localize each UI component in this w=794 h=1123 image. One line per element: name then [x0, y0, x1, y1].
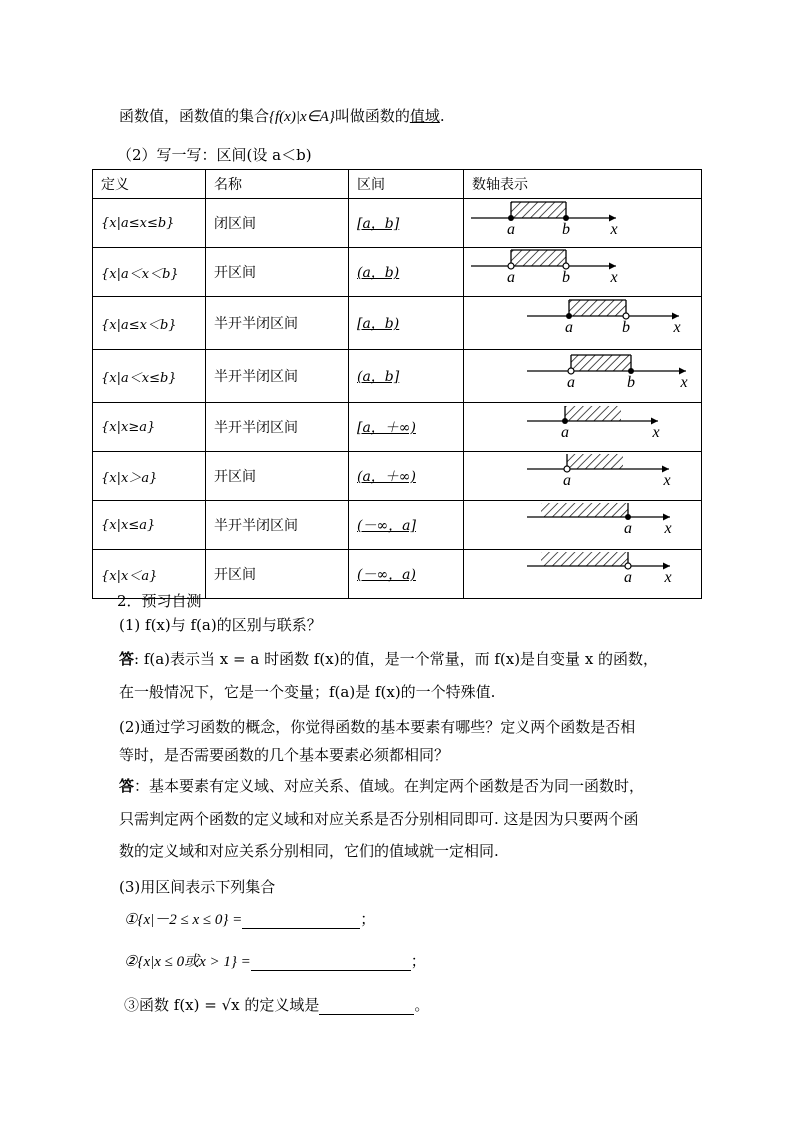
- preview-title: 2．预习自测: [117, 592, 202, 610]
- hatched-region: [511, 202, 566, 218]
- hatched-region: [567, 454, 623, 469]
- name-cell: 半开半闭区间: [206, 350, 349, 403]
- interval-cell: (a，b): [349, 248, 464, 297]
- exercise-item-1-end: ；: [360, 910, 376, 928]
- answer-blank-3[interactable]: [319, 996, 414, 1015]
- exercise-item-2-text: ②{x|x ≤ 0或x > 1} =: [124, 954, 251, 970]
- label-b: b: [562, 221, 570, 238]
- number-line: [464, 248, 701, 296]
- label-a: a: [567, 374, 575, 391]
- label-b: b: [622, 319, 630, 336]
- interval-table: [92, 169, 702, 599]
- name-cell: 半开半闭区间: [206, 297, 349, 350]
- answer-1-line-1: [119, 648, 658, 669]
- question-1: (1) f(x)与 f(a)的区别与联系？: [119, 616, 322, 634]
- interval-cell: [a，b]: [349, 199, 464, 248]
- number-line: [464, 552, 701, 596]
- answer-label: 答: [119, 777, 135, 795]
- table-row: [93, 501, 702, 550]
- definition-cell: {x|x≤a}: [93, 501, 206, 550]
- name-cell: 开区间: [206, 452, 349, 501]
- table-row: [93, 297, 702, 350]
- exercise-item-1: [124, 908, 375, 929]
- definition-cell: {x|a≤x＜b}: [93, 297, 206, 350]
- label-a: a: [624, 520, 632, 537]
- number-line-cell: [464, 248, 702, 297]
- definition-cell: {x|a≤x≤b}: [93, 199, 206, 248]
- definition-cell: {x|a＜x＜b}: [93, 248, 206, 297]
- question-3: (3)用区间表示下列集合: [119, 878, 276, 896]
- label-x: x: [673, 319, 681, 336]
- label-x: x: [610, 221, 618, 238]
- question-2-line-2: 等时，是否需要函数的几个基本要素必须都相同？: [119, 746, 450, 764]
- exercise-item-2: [124, 950, 426, 971]
- hatched-region: [565, 406, 621, 421]
- interval-cell: [a，＋∞): [349, 403, 464, 452]
- exercise-item-3: [124, 994, 429, 1015]
- answer-blank-2[interactable]: [251, 952, 411, 971]
- header-cell: 数轴表示: [464, 170, 702, 199]
- answer-blank-1[interactable]: [242, 910, 360, 929]
- table-header-row: [93, 170, 702, 199]
- exercise-item-2-end: ；: [410, 952, 426, 970]
- definition-cell: {x|x＜a}: [93, 550, 206, 599]
- header-cell: 定义: [93, 170, 206, 199]
- label-x: x: [680, 374, 688, 391]
- section2-title: （2）写一写：区间(设 a＜b): [117, 146, 312, 164]
- intro-text-before: 函数值，函数值的集合: [119, 107, 270, 125]
- interval-cell: (a，＋∞): [349, 452, 464, 501]
- hatched-region: [541, 552, 628, 566]
- intro-set-expr: {f(x)|x∈A}: [269, 109, 335, 125]
- interval-cell: (a，b]: [349, 350, 464, 403]
- answer-text: : f(a)表示当 x = a 时函数 f(x)的值，是一个常量，而 f(x)是自变量 x 的函数，: [134, 650, 659, 668]
- header-cell: 名称: [206, 170, 349, 199]
- label-a: a: [561, 423, 569, 441]
- hatched-region: [569, 300, 626, 316]
- answer-2-line-1: [119, 775, 644, 796]
- exercise-item-3-text: ③函数 f(x) = √x 的定义域是: [124, 996, 320, 1014]
- table-row: [93, 199, 702, 248]
- definition-cell: {x|a＜x≤b}: [93, 350, 206, 403]
- intro-text-after: 叫做函数的: [334, 107, 410, 125]
- definition-cell: {x|x≥a}: [93, 403, 206, 452]
- label-b: b: [562, 269, 570, 286]
- number-line-cell: [464, 452, 702, 501]
- number-line: [464, 406, 701, 449]
- label-a: a: [507, 269, 515, 286]
- name-cell: 开区间: [206, 248, 349, 297]
- question-2-line-1: (2)通过学习函数的概念，你觉得函数的基本要素有哪些？定义两个函数是否相: [119, 718, 636, 736]
- number-line: [464, 297, 701, 349]
- number-line-cell: [464, 403, 702, 452]
- label-a: a: [624, 569, 632, 586]
- table-row: [93, 350, 702, 403]
- hatched-region: [511, 250, 566, 266]
- interval-cell: [a，b): [349, 297, 464, 350]
- exercise-item-1-text: ①{x|－2 ≤ x ≤ 0} =: [124, 912, 243, 928]
- name-cell: 半开半闭区间: [206, 501, 349, 550]
- label-x: x: [610, 269, 618, 286]
- answer-2-line-3: 数的定义域和对应关系分别相同，它们的值域就一定相同.: [119, 842, 499, 860]
- exercise-item-3-end: 。: [414, 996, 430, 1014]
- hatched-region: [541, 503, 628, 517]
- table-row: [93, 452, 702, 501]
- answer-text: ：基本要素有定义域、对应关系、值域。在判定两个函数是否为同一函数时，: [134, 777, 645, 795]
- number-line: [464, 454, 701, 498]
- header-cell: 区间: [349, 170, 464, 199]
- label-x: x: [663, 472, 671, 489]
- number-line-cell: [464, 297, 702, 350]
- intro-end: .: [439, 107, 445, 125]
- label-a: a: [565, 319, 573, 336]
- label-a: a: [507, 221, 515, 238]
- name-cell: 半开半闭区间: [206, 403, 349, 452]
- label-x: x: [652, 423, 660, 441]
- table-row: [93, 403, 702, 452]
- answer-2-line-2: 只需判定两个函数的定义域和对应关系是否分别相同即可. 这是因为只要两个函: [119, 810, 639, 828]
- interval-cell: (－∞，a]: [349, 501, 464, 550]
- number-line: [464, 350, 701, 402]
- intro-underlined-word: 值域: [409, 107, 440, 125]
- number-line: [464, 503, 701, 547]
- intro-line: [119, 105, 445, 126]
- number-line-cell: [464, 350, 702, 403]
- hatched-region: [571, 355, 631, 371]
- number-line-cell: [464, 199, 702, 248]
- number-line: [464, 199, 701, 247]
- label-x: x: [664, 569, 672, 586]
- name-cell: 开区间: [206, 550, 349, 599]
- number-line-cell: [464, 550, 702, 599]
- number-line-cell: [464, 501, 702, 550]
- label-b: b: [627, 374, 635, 391]
- label-x: x: [664, 520, 672, 537]
- answer-label: 答: [119, 650, 135, 668]
- answer-1-line-2: 在一般情况下，它是一个变量；f(a)是 f(x)的一个特殊值.: [119, 683, 496, 701]
- interval-cell: (－∞，a): [349, 550, 464, 599]
- definition-cell: {x|x＞a}: [93, 452, 206, 501]
- table-row: [93, 248, 702, 297]
- name-cell: 闭区间: [206, 199, 349, 248]
- label-a: a: [563, 472, 571, 489]
